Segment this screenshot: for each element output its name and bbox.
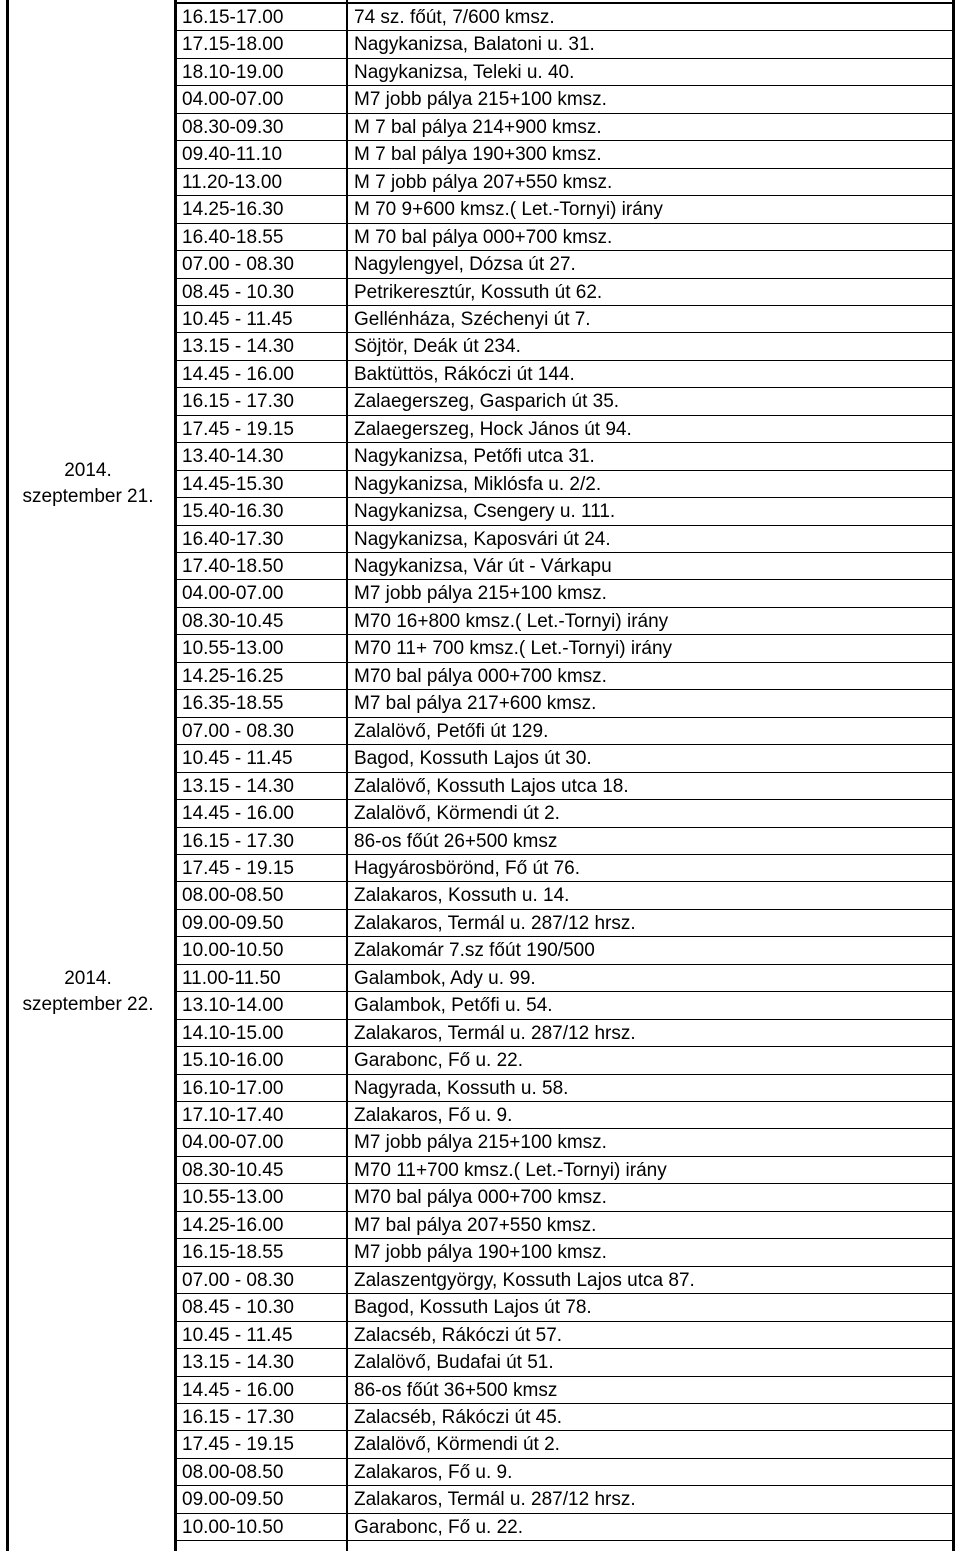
- location: Nagykanizsa, Vár út - Várkapu: [354, 556, 612, 577]
- table-row: [176, 663, 954, 691]
- location: Zalacséb, Rákóczi út 57.: [354, 1324, 563, 1346]
- time-range: 16.15-18.55: [182, 1242, 284, 1264]
- location: Zalakaros, Termál u. 287/12 hrsz.: [354, 1022, 636, 1044]
- location: Zalaszentgyörgy, Kossuth Lajos utca 87.: [354, 1269, 695, 1291]
- table-row: [176, 1404, 954, 1432]
- time-range: 07.00 - 08.30: [182, 720, 294, 742]
- table-row: [176, 443, 954, 471]
- table-row: [176, 1514, 954, 1542]
- location: Garabonc, Fő u. 22.: [354, 1516, 523, 1538]
- location: Zalakaros, Termál u. 287/12 hrsz.: [354, 912, 636, 934]
- time-range: 16.35-18.55: [182, 693, 284, 715]
- time-range: 16.15-17.00: [182, 7, 284, 28]
- table-row: [176, 1294, 954, 1322]
- table-row: [176, 718, 954, 746]
- table-row: [176, 855, 954, 883]
- table-row: [176, 1377, 954, 1405]
- table-row: [176, 498, 954, 526]
- location: Nagykanizsa, Petőfi utca 31.: [354, 446, 595, 468]
- time-range: 08.00-08.50: [182, 1461, 284, 1483]
- table-row: [176, 1322, 954, 1350]
- table-row: [176, 361, 954, 389]
- table-row: [176, 992, 954, 1020]
- location: M7 bal pálya 217+600 kmsz.: [354, 693, 597, 715]
- time-range: 04.00-07.00: [182, 89, 284, 111]
- location: Nagykanizsa, Miklósfa u. 2/2.: [354, 473, 602, 495]
- location: Gellénháza, Széchenyi út 7.: [354, 308, 591, 330]
- location: Hagyárosbörönd, Fő út 76.: [354, 857, 581, 879]
- table-row: [176, 1349, 954, 1377]
- table-row: [176, 31, 954, 59]
- table-row: [176, 1212, 954, 1240]
- location: M70 16+800 kmsz.( Let.-Tornyi) irány: [354, 610, 669, 632]
- location: Nagykanizsa, Kaposvári út 24.: [354, 528, 611, 550]
- time-range: 15.40-16.30: [182, 501, 284, 523]
- date-cell: [6, 458, 170, 510]
- time-range: 09.00-09.50: [182, 1489, 284, 1511]
- time-range: 13.10-14.00: [182, 995, 284, 1017]
- time-range: 14.45-15.30: [182, 473, 284, 495]
- location: M7 bal pálya 207+550 kmsz.: [354, 1214, 597, 1236]
- time-range: 18.10-19.00: [182, 61, 284, 83]
- table-row: [176, 828, 954, 856]
- date-day: szeptember 21.: [22, 486, 154, 507]
- table-row: [176, 1157, 954, 1185]
- date-year: 2014.: [64, 460, 112, 481]
- time-range: 14.45 - 16.00: [182, 363, 294, 385]
- location: Nagykanizsa, Teleki u. 40.: [354, 61, 575, 83]
- table-row: [176, 416, 954, 444]
- table-row: [176, 1075, 954, 1103]
- time-range: 14.25-16.25: [182, 665, 284, 687]
- time-range: 17.45 - 19.15: [182, 857, 294, 879]
- time-range: 13.15 - 14.30: [182, 1352, 294, 1374]
- time-range: 17.40-18.50: [182, 556, 284, 577]
- table-row: [176, 745, 954, 773]
- location: M 7 bal pálya 214+900 kmsz.: [354, 116, 602, 138]
- time-range: 10.45 - 11.45: [182, 1324, 293, 1346]
- location: Bagod, Kossuth Lajos út 30.: [354, 748, 592, 770]
- time-range: 17.45 - 19.15: [182, 418, 294, 440]
- location: Bagod, Kossuth Lajos út 78.: [354, 1297, 592, 1319]
- date-day: szeptember 22.: [22, 994, 154, 1015]
- time-range: 16.15 - 17.30: [182, 830, 294, 852]
- table-row: [176, 1239, 954, 1267]
- location: Zalakaros, Termál u. 287/12 hrsz.: [354, 1489, 636, 1511]
- table-row: [176, 279, 954, 307]
- time-range: 17.15-18.00: [182, 34, 284, 56]
- table-row: [176, 1129, 954, 1157]
- location: M70 11+700 kmsz.( Let.-Tornyi) irány: [354, 1159, 667, 1181]
- table-row: [176, 141, 954, 169]
- location: Zalakomár 7.sz főút 190/500: [354, 940, 595, 962]
- table-row: [176, 114, 954, 142]
- time-range: 09.40-11.10: [182, 144, 283, 166]
- table-row: [176, 937, 954, 965]
- location: M7 jobb pálya 215+100 kmsz.: [354, 89, 607, 111]
- time-range: 15.10-16.00: [182, 1050, 284, 1072]
- table-row: [176, 169, 954, 197]
- location: Galambok, Petőfi u. 54.: [354, 995, 553, 1017]
- time-range: 08.45 - 10.30: [182, 281, 294, 303]
- time-range: 16.40-17.30: [182, 528, 284, 550]
- time-range: 14.25-16.30: [182, 199, 284, 221]
- table-row: [176, 306, 954, 334]
- table-row: [176, 224, 954, 252]
- table-row: [176, 773, 954, 801]
- table-row: [176, 1020, 954, 1048]
- location: M 7 bal pálya 190+300 kmsz.: [354, 144, 602, 166]
- table-row: [176, 608, 954, 636]
- time-range: 16.10-17.00: [182, 1077, 284, 1099]
- location: 74 sz. főút, 7/600 kmsz.: [354, 7, 555, 28]
- location: 86-os főút 36+500 kmsz: [354, 1379, 558, 1401]
- location: Nagyrada, Kossuth u. 58.: [354, 1077, 569, 1099]
- location: Zalalövő, Budafai út 51.: [354, 1352, 554, 1374]
- table-row: [176, 1486, 954, 1514]
- table-row: [176, 1102, 954, 1130]
- time-range: 14.25-16.00: [182, 1214, 284, 1236]
- table-row: [176, 471, 954, 499]
- table-row: [176, 965, 954, 993]
- location: Zalalövő, Petőfi út 129.: [354, 720, 549, 742]
- location: Zalakaros, Fő u. 9.: [354, 1105, 513, 1126]
- location: Zalacséb, Rákóczi út 45.: [354, 1406, 563, 1428]
- location: Zalakaros, Kossuth u. 14.: [354, 885, 570, 907]
- location: M 70 9+600 kmsz.( Let.-Tornyi) irány: [354, 199, 663, 221]
- time-range: 10.00-10.50: [182, 1516, 284, 1538]
- location: Petrikeresztúr, Kossuth út 62.: [354, 281, 603, 303]
- date-year: 2014.: [64, 968, 112, 989]
- time-range: 13.40-14.30: [182, 446, 284, 468]
- time-range: 10.55-13.00: [182, 638, 284, 660]
- location: Söjtör, Deák út 234.: [354, 336, 521, 358]
- time-range: 16.40-18.55: [182, 226, 284, 248]
- table-row: [176, 910, 954, 938]
- table-row: [176, 388, 954, 416]
- table-row: [176, 580, 954, 608]
- table-row: [176, 333, 954, 361]
- location: M70 bal pálya 000+700 kmsz.: [354, 1187, 607, 1209]
- table-row: [176, 882, 954, 910]
- time-range: 10.45 - 11.45: [182, 308, 293, 330]
- time-range: 11.20-13.00: [182, 171, 283, 193]
- time-range: 14.45 - 16.00: [182, 1379, 294, 1401]
- location: Zalalövő, Körmendi út 2.: [354, 803, 560, 825]
- table-row: [176, 690, 954, 718]
- location: Zalalövő, Kossuth Lajos utca 18.: [354, 775, 629, 797]
- location: Garabonc, Fő u. 22.: [354, 1050, 523, 1072]
- time-range: 04.00-07.00: [182, 1132, 284, 1154]
- left-border: [6, 0, 9, 1551]
- location: M7 jobb pálya 190+100 kmsz.: [354, 1242, 607, 1264]
- table-row: [176, 800, 954, 828]
- location: Zalakaros, Fő u. 9.: [354, 1461, 513, 1483]
- table-row: [176, 1267, 954, 1295]
- row-separator: [174, 1540, 955, 1541]
- location: Galambok, Ady u. 99.: [354, 967, 536, 989]
- table-row: [176, 4, 954, 32]
- location: M70 bal pálya 000+700 kmsz.: [354, 665, 607, 687]
- location: Baktüttös, Rákóczi út 144.: [354, 363, 575, 385]
- time-range: 17.45 - 19.15: [182, 1434, 294, 1456]
- location: 86-os főút 26+500 kmsz: [354, 830, 558, 852]
- time-range: 07.00 - 08.30: [182, 254, 294, 276]
- time-range: 16.15 - 17.30: [182, 391, 294, 413]
- time-range: 13.15 - 14.30: [182, 775, 294, 797]
- table-row: [176, 553, 954, 581]
- table-row: [176, 251, 954, 279]
- time-range: 08.00-08.50: [182, 885, 284, 907]
- location: M7 jobb pálya 215+100 kmsz.: [354, 583, 607, 605]
- time-range: 10.00-10.50: [182, 940, 284, 962]
- time-range: 17.10-17.40: [182, 1105, 284, 1126]
- location: Zalalövő, Körmendi út 2.: [354, 1434, 560, 1456]
- time-range: 11.00-11.50: [182, 967, 281, 989]
- time-range: 10.45 - 11.45: [182, 748, 293, 770]
- time-range: 09.00-09.50: [182, 912, 284, 934]
- time-range: 08.30-10.45: [182, 610, 284, 632]
- time-range: 14.45 - 16.00: [182, 803, 294, 825]
- table-row: [176, 1184, 954, 1212]
- table-row: [176, 59, 954, 87]
- location: Zalaegerszeg, Gasparich út 35.: [354, 391, 620, 413]
- table-row: [176, 1459, 954, 1487]
- location: Nagylengyel, Dózsa út 27.: [354, 254, 576, 276]
- location: M 70 bal pálya 000+700 kmsz.: [354, 226, 613, 248]
- location: Nagykanizsa, Balatoni u. 31.: [354, 34, 595, 56]
- time-range: 16.15 - 17.30: [182, 1406, 294, 1428]
- time-range: 13.15 - 14.30: [182, 336, 294, 358]
- time-range: 07.00 - 08.30: [182, 1269, 294, 1291]
- table-row: [176, 196, 954, 224]
- date-cell: [6, 966, 170, 1018]
- table-row: [176, 526, 954, 554]
- time-range: 08.30-10.45: [182, 1159, 284, 1181]
- location: M7 jobb pálya 215+100 kmsz.: [354, 1132, 607, 1154]
- location: M 7 jobb pálya 207+550 kmsz.: [354, 171, 613, 193]
- location: Zalaegerszeg, Hock János út 94.: [354, 418, 632, 440]
- table-row: [176, 635, 954, 663]
- table-row: [176, 1047, 954, 1075]
- time-range: 04.00-07.00: [182, 583, 284, 605]
- location: Nagykanizsa, Csengery u. 111.: [354, 501, 616, 523]
- table-row: [176, 86, 954, 114]
- time-range: 08.30-09.30: [182, 116, 284, 138]
- table-row: [176, 1431, 954, 1459]
- time-range: 14.10-15.00: [182, 1022, 284, 1044]
- time-range: 10.55-13.00: [182, 1187, 284, 1209]
- time-range: 08.45 - 10.30: [182, 1297, 294, 1319]
- location: M70 11+ 700 kmsz.( Let.-Tornyi) irány: [354, 638, 673, 660]
